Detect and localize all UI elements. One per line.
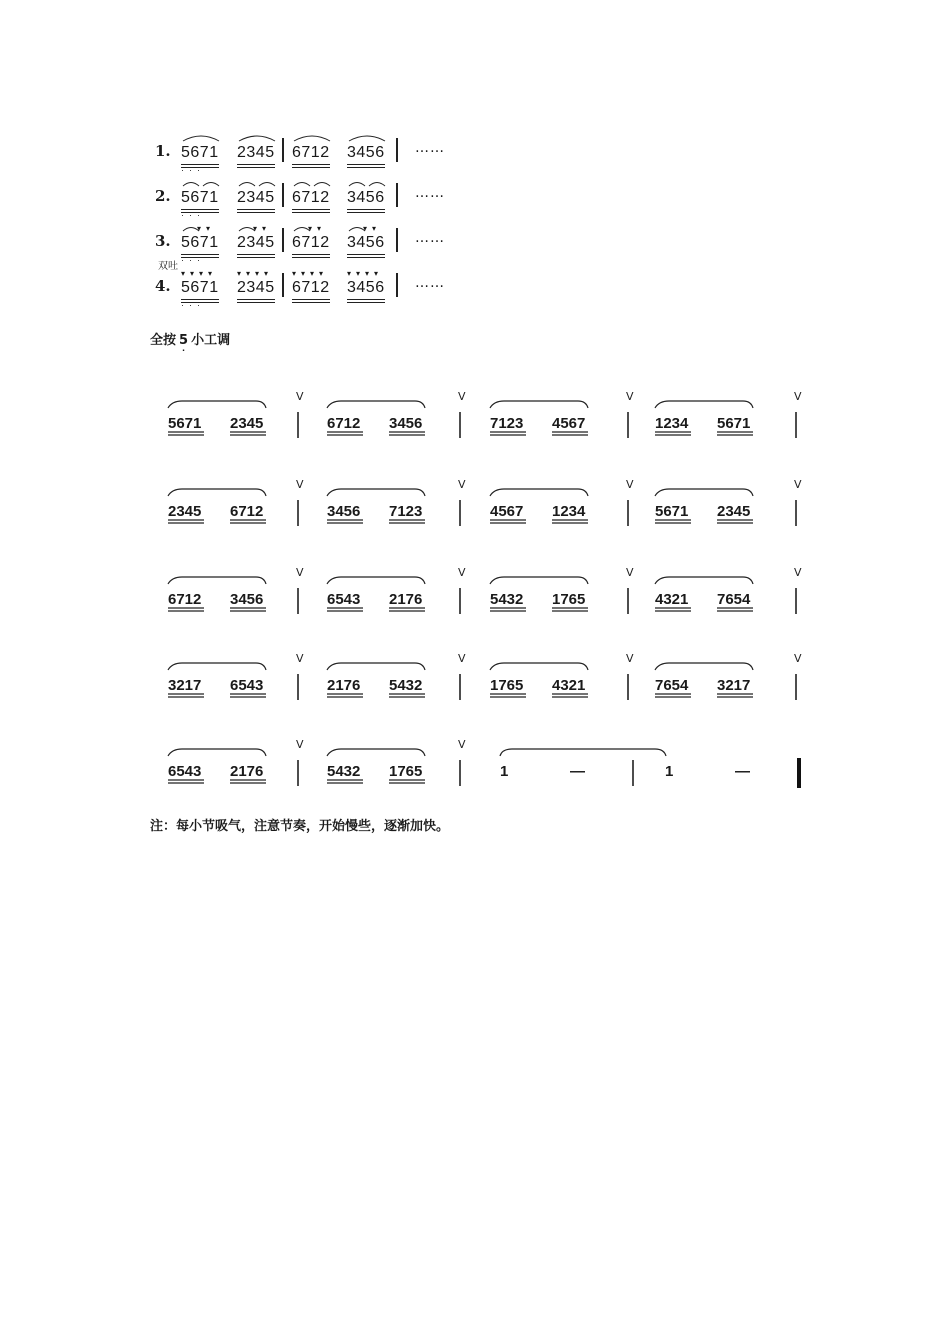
note-group: 2345: [230, 415, 264, 432]
note-group: 3217: [717, 677, 751, 694]
note-group: 1: [665, 763, 674, 780]
low-octave-dot: ·: [182, 346, 186, 355]
slur-mark: [347, 132, 387, 142]
note-group: ▾▾ 2345: [237, 234, 275, 252]
note-group: ▾▾▾▾ 5671 ···: [181, 269, 219, 310]
slur-mark: [327, 663, 425, 670]
note-group: —: [570, 763, 585, 780]
note-group: 7123: [389, 503, 423, 520]
note-group: 5671: [168, 415, 202, 432]
key-note: 5 ·: [179, 333, 189, 355]
exercise-number: 3.: [155, 232, 171, 250]
note-group: 6543: [327, 591, 361, 608]
slur-mark: [237, 177, 277, 187]
bar-line: [396, 228, 398, 252]
tie-mark: [500, 749, 666, 756]
note-group: 1765: [389, 763, 423, 780]
scale-score: [0, 380, 950, 800]
note-group: 3456: [327, 503, 361, 520]
note-group: ▾▾ 3456: [347, 234, 385, 252]
note-group: 5671: [655, 503, 689, 520]
note-group: ▾▾ 5671 ···: [181, 234, 219, 252]
note-group: 1: [500, 763, 509, 780]
low-octave-dots: ···: [181, 210, 205, 220]
note-group: 1234: [655, 415, 689, 432]
note-group: 1765: [552, 591, 586, 608]
bar-line: [396, 183, 398, 207]
note-group: 3456: [230, 591, 264, 608]
breath-mark: V: [626, 566, 634, 579]
note-group: 3217: [168, 677, 202, 694]
bar-line: [396, 273, 398, 297]
slur-mark: [655, 663, 753, 670]
note-group: 6712: [327, 415, 361, 432]
breath-mark: V: [296, 566, 304, 579]
slur-mark: [168, 577, 266, 584]
note-group: 2176: [389, 591, 423, 608]
staccato-marks: ▾▾▾▾: [347, 269, 384, 278]
note-group: 6543: [230, 677, 264, 694]
note-group: 4321: [552, 677, 586, 694]
slur-mark: [347, 177, 387, 187]
breath-mark: V: [296, 478, 304, 491]
exercise-row-3: [155, 224, 475, 265]
note-group: 4321: [655, 591, 689, 608]
note-group: 7123: [490, 415, 524, 432]
note-group: 6712: [230, 503, 264, 520]
staccato-marks: ▾▾: [308, 224, 327, 233]
continuation-dots: ……: [415, 275, 445, 291]
staccato-marks: ▾▾: [197, 224, 216, 233]
note-group: 2345: [237, 144, 275, 162]
staccato-marks: ▾▾▾▾: [181, 269, 218, 278]
note-group: 5671 ···: [181, 144, 219, 162]
continuation-dots: ……: [415, 140, 445, 156]
note-group: —: [735, 763, 750, 780]
staccato-marks: ▾▾: [253, 224, 272, 233]
low-octave-dots: ···: [181, 165, 205, 175]
bar-line: [282, 228, 284, 252]
note-group: 5671: [717, 415, 751, 432]
low-octave-dots: ···: [181, 255, 205, 265]
slur-mark: [655, 489, 753, 496]
note-group: 7654: [655, 677, 689, 694]
note-group: 2345: [237, 189, 275, 207]
breath-mark: V: [458, 566, 466, 579]
note-group: 2176: [230, 763, 264, 780]
slur-mark: [237, 132, 277, 142]
slur-mark: [292, 177, 332, 187]
note-group: 5671 ···: [181, 189, 219, 207]
note-group: 3456: [389, 415, 423, 432]
note-group: 5432: [389, 677, 423, 694]
note-group: 6712: [168, 591, 202, 608]
note-group: ▾▾▾▾ 3456: [347, 279, 385, 297]
slur-mark: [490, 401, 588, 408]
breath-mark: V: [794, 478, 802, 491]
exercise-row-1: [155, 138, 475, 175]
breath-mark: V: [794, 566, 802, 579]
key-title: [150, 329, 231, 355]
slur-mark: [168, 749, 266, 756]
note-group: 2345: [717, 503, 751, 520]
footer-note: 注：每小节吸气，注意节奏，开始慢些，逐渐加快。: [150, 819, 450, 834]
exercise-row-2: [155, 183, 475, 220]
bar-line: [396, 138, 398, 162]
note-group: ▾▾▾▾ 2345: [237, 279, 275, 297]
staccato-marks: ▾▾: [363, 224, 382, 233]
note-group: 6712: [292, 189, 330, 207]
slur-mark: [181, 177, 221, 187]
slur-mark: [655, 401, 753, 408]
key-prefix: 全按: [150, 333, 177, 348]
exercise-number: 4.: [155, 277, 171, 295]
note-group: 5432: [327, 763, 361, 780]
breath-mark: V: [458, 652, 466, 665]
continuation-dots: ……: [415, 185, 445, 201]
slur-mark: [327, 401, 425, 408]
key-suffix: 小工调: [191, 333, 231, 348]
breath-mark: V: [296, 652, 304, 665]
note-group: 6712: [292, 144, 330, 162]
breath-mark: V: [626, 478, 634, 491]
bar-line: [282, 273, 284, 297]
note-group: 3456: [347, 144, 385, 162]
exercise-number: 1.: [155, 142, 171, 160]
note-group: 4567: [552, 415, 586, 432]
note-group: 6543: [168, 763, 202, 780]
staccato-marks: ▾▾▾▾: [292, 269, 329, 278]
slur-mark: [168, 663, 266, 670]
note-group: 5432: [490, 591, 524, 608]
note-group: 2176: [327, 677, 361, 694]
breath-mark: V: [626, 652, 634, 665]
breath-mark: V: [458, 478, 466, 491]
double-tongue-label: 双吐: [158, 261, 178, 272]
breath-mark: V: [296, 738, 304, 751]
slur-mark: [655, 577, 753, 584]
slur-mark: [490, 663, 588, 670]
slur-mark: [292, 132, 332, 142]
low-octave-dots: ···: [181, 300, 205, 310]
breath-mark: V: [794, 390, 802, 403]
slur-mark: [168, 401, 266, 408]
slur-mark: [168, 489, 266, 496]
note-group: 4567: [490, 503, 524, 520]
bar-line: [282, 183, 284, 207]
continuation-dots: ……: [415, 230, 445, 246]
note-group: 1765: [490, 677, 524, 694]
slur-mark: [181, 132, 221, 142]
slur-mark: [490, 577, 588, 584]
breath-mark: V: [794, 652, 802, 665]
note-group: ▾▾▾▾ 6712: [292, 279, 330, 297]
breath-mark: V: [458, 738, 466, 751]
note-group: 7654: [717, 591, 751, 608]
note-group: 3456: [347, 189, 385, 207]
slur-mark: [327, 489, 425, 496]
note-group: ▾▾ 6712: [292, 234, 330, 252]
slur-mark: [327, 577, 425, 584]
slur-mark: [490, 489, 588, 496]
exercise-number: 2.: [155, 187, 171, 205]
note-group: 2345: [168, 503, 202, 520]
staccato-marks: ▾▾▾▾: [237, 269, 274, 278]
note-group: 1234: [552, 503, 586, 520]
bar-line: [282, 138, 284, 162]
breath-mark: V: [626, 390, 634, 403]
breath-mark: V: [458, 390, 466, 403]
exercise-row-4: [155, 269, 475, 310]
slur-mark: [327, 749, 425, 756]
breath-mark: V: [296, 390, 304, 403]
